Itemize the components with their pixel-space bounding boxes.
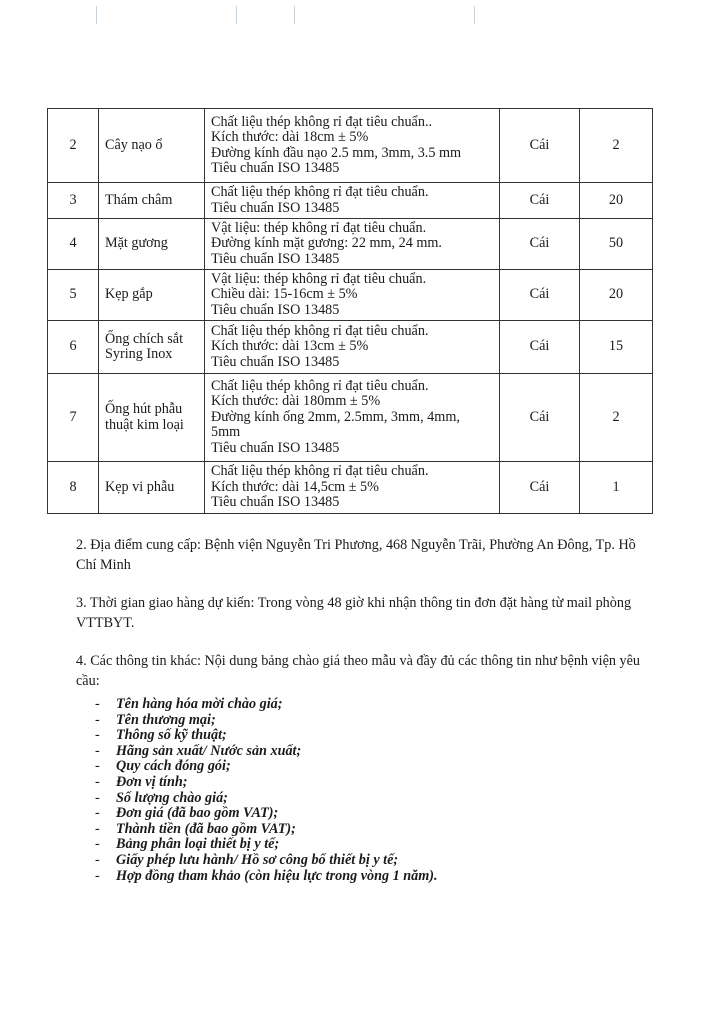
list-item [92,791,438,807]
table-row [48,374,653,462]
spec-line: Kích thước: dài 180mm ± 5% [211,393,381,410]
bullet-dash: - [95,773,100,790]
list-item [92,759,438,775]
item-number: 2 [48,109,99,183]
item-unit: Cái [500,374,580,462]
spec-line: Tiêu chuẩn ISO 13485 [211,301,340,318]
list-item-text: Đơn giá (đã bao gồm VAT); [116,805,279,822]
spec-line: Đường kính ống 2mm, 2.5mm, 3mm, 4mm, [211,408,460,425]
item-name: Thám châm [99,183,205,219]
table-row [48,462,653,514]
item-spec [205,462,500,514]
item-quantity: 20 [580,270,653,321]
item-spec [205,374,500,462]
item-spec [205,219,500,270]
spec-line: Tiêu chuẩn ISO 13485 [211,439,340,456]
delivery-time-paragraph: 3. Thời gian giao hàng dự kiến: Trong vòng 48 giờ khi nhận thông tin đơn đặt hàng từ mail phòng VTTBYT. [76,595,632,631]
list-item [92,697,438,713]
list-item [92,822,438,838]
list-item [92,869,438,885]
scan-artifact [294,6,295,24]
list-item [92,744,438,760]
bullet-dash: - [95,820,100,837]
item-quantity: 15 [580,321,653,374]
delivery-location-paragraph: 2. Địa điểm cung cấp: Bệnh viện Nguyễn Tri Phương, 468 Nguyễn Trãi, Phường An Đông, Tp. Hồ Chí Minh [76,537,636,573]
spec-line: Chất liệu thép không rỉ đạt tiêu chuẩn. [211,322,429,339]
spec-line: Đường kính đầu nạo 2.5 mm, 3mm, 3.5 mm [211,144,462,161]
spec-line: Tiêu chuẩn ISO 13485 [211,494,340,511]
bullet-dash: - [95,742,100,759]
item-number: 4 [48,219,99,270]
item-quantity: 2 [580,374,653,462]
spec-line: Tiêu chuẩn ISO 13485 [211,353,340,370]
item-unit: Cái [500,219,580,270]
equipment-table-body [48,109,653,514]
bullet-dash: - [95,836,100,853]
list-item-text: Thông số kỹ thuật; [116,727,227,744]
list-item-text: Hợp đồng tham khảo (còn hiệu lực trong vòng 1 năm). [116,867,438,884]
spec-line: Chất liệu thép không rỉ đạt tiêu chuẩn. [211,463,429,480]
item-spec [205,270,500,321]
item-unit: Cái [500,462,580,514]
scan-artifact [96,6,97,24]
bullet-dash: - [95,789,100,806]
list-item [92,728,438,744]
list-item [92,806,438,822]
item-name: Kẹp vi phẫu [99,462,205,514]
list-item [92,775,438,791]
item-quantity: 20 [580,183,653,219]
spec-line: Vật liệu: thép không rỉ đạt tiêu chuẩn. [211,219,427,236]
spec-line: Đường kính mặt gương: 22 mm, 24 mm. [211,235,442,252]
quotation-requirements-list [92,697,438,884]
table-row [48,321,653,374]
spec-line: Tiêu chuẩn ISO 13485 [211,199,340,216]
list-item-text: Giấy phép lưu hành/ Hồ sơ công bố thiết bị y tế; [116,851,399,868]
item-spec [205,109,500,183]
table-row [48,219,653,270]
bullet-dash: - [95,696,100,712]
item-name: Ống hút phẫu thuật kim loại [99,374,205,462]
bullet-dash: - [95,727,100,744]
spec-line: Kích thước: dài 13cm ± 5% [211,338,369,355]
item-quantity: 1 [580,462,653,514]
spec-line: Chất liệu thép không rỉ đạt tiêu chuẩn.. [211,113,433,130]
list-item-text: Tên thương mại; [116,711,216,728]
spec-line: 5mm [211,424,241,441]
table-row [48,183,653,219]
item-quantity: 50 [580,219,653,270]
item-unit: Cái [500,183,580,219]
table-row [48,270,653,321]
item-spec [205,321,500,374]
item-quantity: 2 [580,109,653,183]
other-info-paragraph: 4. Các thông tin khác: Nội dung bảng chào giá theo mẫu và đầy đủ các thông tin như bệnh viện yêu cầu: [76,653,641,689]
spec-line: Kích thước: dài 14,5cm ± 5% [211,478,379,495]
item-number: 3 [48,183,99,219]
list-item [92,713,438,729]
item-number: 8 [48,462,99,514]
item-spec [205,183,500,219]
spec-line: Chất liệu thép không rỉ đạt tiêu chuẩn. [211,377,429,394]
item-number: 6 [48,321,99,374]
spec-line: Vật liệu: thép không rỉ đạt tiêu chuẩn. [211,270,427,287]
item-number: 7 [48,374,99,462]
list-item [92,837,438,853]
spec-line: Kích thước: dài 18cm ± 5% [211,129,369,145]
item-unit: Cái [500,109,580,183]
bullet-dash: - [95,805,100,822]
item-unit: Cái [500,270,580,321]
list-item-text: Hãng sản xuất/ Nước sản xuất; [116,742,302,759]
item-unit: Cái [500,321,580,374]
list-item-text: Tên hàng hóa mời chào giá; [116,696,283,712]
item-name: Mặt gương [99,219,205,270]
item-name: Ống chích sắt Syring Inox [99,321,205,374]
scan-artifact [474,6,475,24]
scan-artifact [236,6,237,24]
list-item-text: Bảng phân loại thiết bị y tế; [116,836,280,853]
bullet-dash: - [95,851,100,868]
table-row [48,109,653,183]
list-item [92,853,438,869]
spec-line: Tiêu chuẩn ISO 13485 [211,160,340,176]
list-item-text: Quy cách đóng gói; [116,758,231,775]
item-name: Kẹp gắp [99,270,205,321]
list-item-text: Thành tiền (đã bao gồm VAT); [116,820,296,837]
item-number: 5 [48,270,99,321]
spec-line: Tiêu chuẩn ISO 13485 [211,250,340,267]
spec-line: Chiều dài: 15-16cm ± 5% [211,286,358,303]
spec-line: Chất liệu thép không rỉ đạt tiêu chuẩn. [211,184,429,200]
item-name: Cây nạo ổ [99,109,205,183]
list-item-text: Số lượng chào giá; [116,789,228,806]
bullet-dash: - [95,711,100,728]
bullet-dash: - [95,758,100,775]
list-item-text: Đơn vị tính; [116,773,188,790]
bullet-dash: - [95,867,100,884]
equipment-table [47,108,653,514]
